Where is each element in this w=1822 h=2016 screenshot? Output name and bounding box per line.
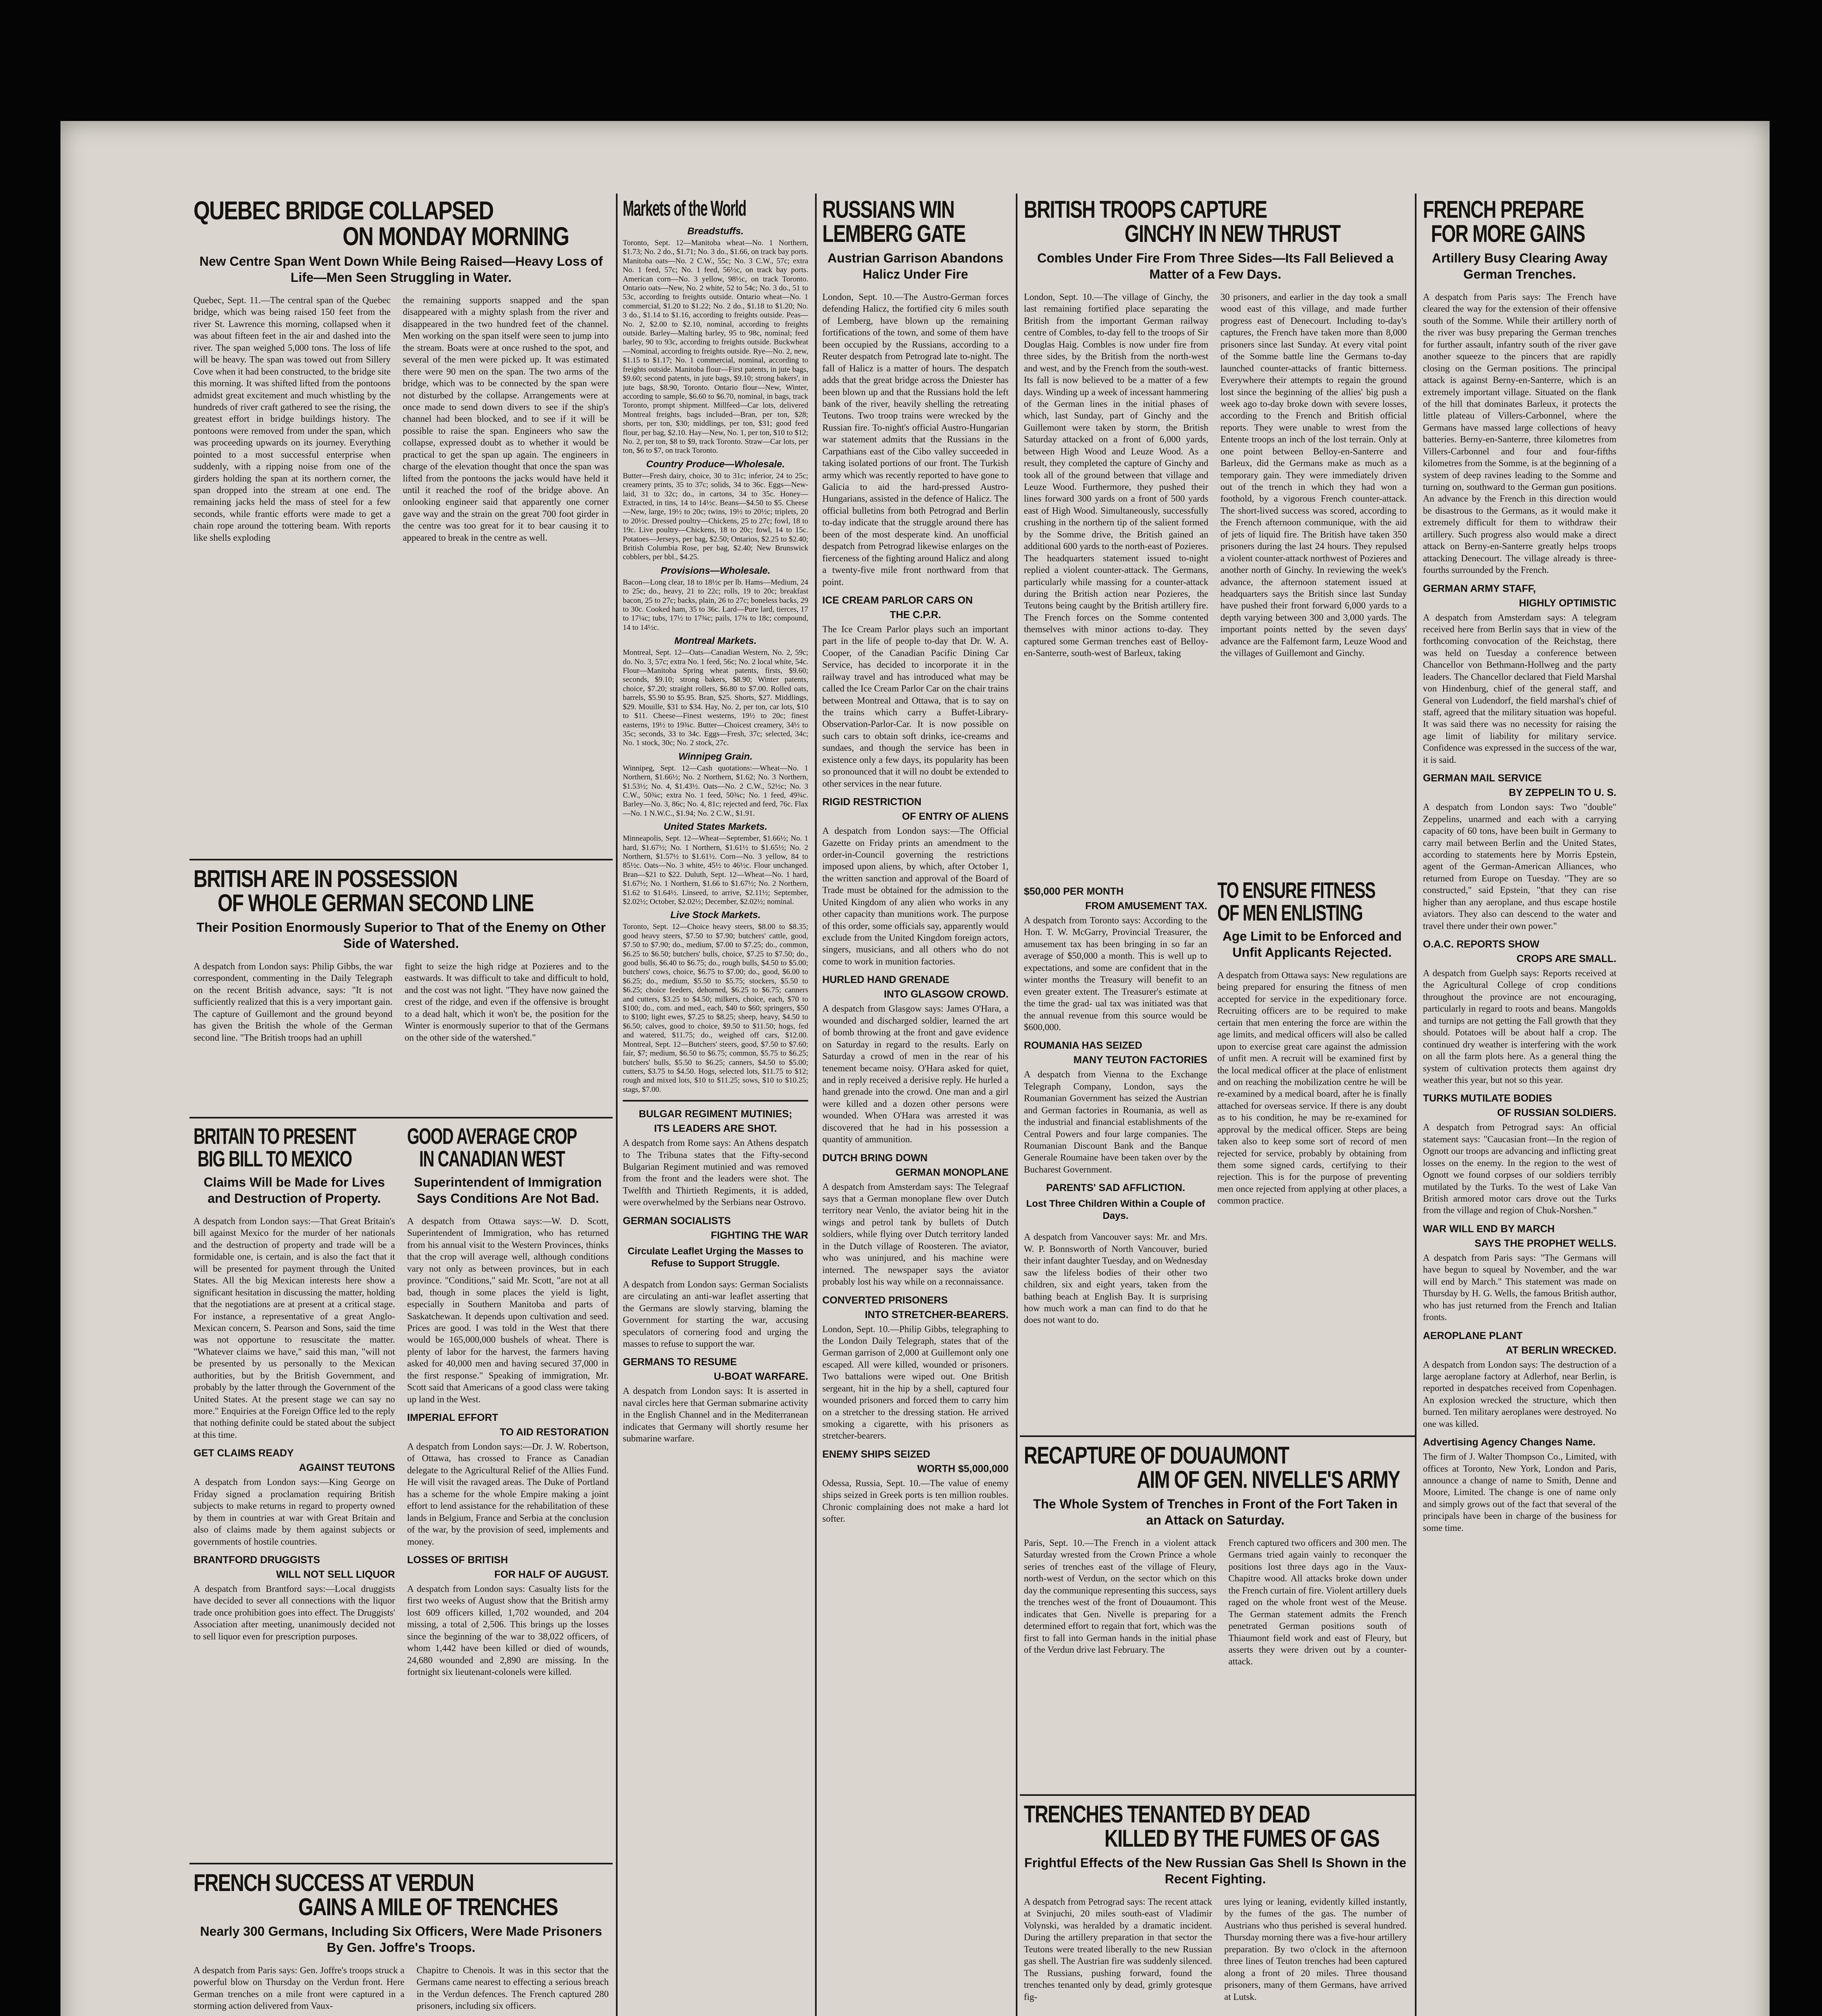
- headline: ITS LEADERS ARE SHOT.: [654, 1123, 777, 1135]
- subhead: Combles Under Fire From Three Sides—Its Fall Believed a Matter of a Few Days.: [1037, 251, 1394, 281]
- article-body: French captured two officers and 300 men. The Germans tried again vainly to reconquer the positions lost three days ago in the Vaux-Chapitre wood. All attacks broke down under the French curtain of fire. Violent artillery duels raged on the whole front west of the Meuse. The German statement admits the French penetrated German positions south of Thiaumont field work and east of Fleury, but asserts they were driven out by a counter-attack.: [1228, 1538, 1407, 1667]
- headline: Advertising Agency Changes Name.: [1423, 1437, 1596, 1448]
- headline: AIM OF GEN. NIVELLE'S ARMY: [1137, 1466, 1400, 1493]
- article-body: A despatch from Paris says: Gen. Joffre's troops struck a powerful blow on Thursday on the Verdun front. Here German trenches on a mile front were captured in a storming action delivered from Vaux-: [193, 1965, 405, 2011]
- headline: GERMAN SOCIALISTS: [623, 1215, 731, 1227]
- headline: LOSSES OF BRITISH: [407, 1554, 508, 1566]
- article-mexico: [193, 1125, 395, 1642]
- headline: GET CLAIMS READY: [193, 1447, 294, 1459]
- headline: IMPERIAL EFFORT: [407, 1412, 498, 1423]
- headline: Markets of the World: [623, 198, 746, 221]
- market-section-text: Butter—Fresh dairy, choice, 30 to 31c; inferior, 24 to 25c; creamery prints, 35 to 37c; solids, 34 to 36c. Eggs—New-laid, 31 to 32c; do., in cartons, 34 to 35c. Honey—Extracted, in tins, 14 to 14½c. Beans—$4.50 to $5. Cheese—New, large, 19½ to 20c; twins, 19½ to 20½c; triplets, 20 to 20½c. Dressed poultry—Chickens, 25 to 27c; fowl, 18 to 19c. Live poultry—Chickens, 18 to 20c; fowl, 14 to 15c. Potatoes—Jerseys, per bag, $2.50; Ontarios, $2.25 to $2.40; British Columbia Rose, per bag, $2.40; New Brunswick cobblers, per bbl., $4.25.: [623, 471, 808, 562]
- subhead: Claims Will be Made for Lives and Destruction of Property.: [204, 1175, 385, 1206]
- headline: BRANTFORD DRUGGISTS: [193, 1554, 320, 1566]
- headline: ENEMY SHIPS SEIZED: [822, 1448, 930, 1460]
- headline: HURLED HAND GRENADE: [822, 974, 950, 986]
- article-body: A despatch from Petrograd says: An official statement says: "Caucasian front—In the region of Ognott our troops are advancing and inflicting great losses on the enemy. In the region to the west of Ognott we found corpses of our soldiers terribly mutilated by the Turks. To the west of Lake Van British armored motor cars drove out the Turks from the village and region of Chuk-Norshen.": [1423, 1122, 1616, 1216]
- headline: IN CANADIAN WEST: [419, 1146, 565, 1171]
- article-body: London, Sept. 10.—The Austro-German forces defending Halicz, the fortified city 6 miles south of Lemberg, have blown up the remaining fortifications of the town, and some of them have been occupied by the Russians, according to a Reuter despatch from Petrograd late to-night. The fall of Halicz is a matter of hours. The despatch adds that the great bridge across the Dniester has been blown up and that the Russians hold the left bank of the river, heavily shelling the retreating Teutons. Two troop trains were wrecked by the Russian fire. To-night's official Austro-Hungarian war statement admits that the Russians in the Carpathians east of the Cibo valley succeeded in taking isolated portions of our front. The Turkish army which was recently reported to have gone to Galicia to aid the hard-pressed Austro-Hungarians, assisted in the defence of Halicz. The official bulletins from both Petrograd and Berlin to-day indicate that the struggle around there has been of the most desperate kind. An unofficial despatch from Petrograd likewise enlarges on the fierceness of the fighting around Halicz and along a twenty-five mile front northward from that point.: [822, 292, 1009, 587]
- headline: LEMBERG GATE: [822, 220, 965, 247]
- article-douaumont: [1024, 1443, 1407, 1668]
- column-rule: [1415, 194, 1416, 2016]
- headline: ROUMANIA HAS SEIZED: [1024, 1040, 1142, 1052]
- article-body: London, Sept. 10.—Philip Gibbs, telegraphing to the London Daily Telegraph, states that of the German garrison of 2,000 at Guillemont only one escaped. All were killed, wounded or prisoners. Two battalions were wiped out. One British sergeant, hit in the hip by a shell, captured four wounded prisoners and forced them to carry him on a stretcher to the dressing station. He arrived smoking a cigarette, with his prisoners as stretcher-bearers.: [822, 1324, 1009, 1441]
- article-body: A despatch from Paris says: "The Germans will have begun to squeal by November, and the war will end by March." This statement was made on Thursday by H. G. Wells, the famous British author, who has just returned from the French and Italian fronts.: [1423, 1252, 1616, 1322]
- article-body: A despatch from Brantford says:—Local druggists have decided to sever all connections with the liquor trade once prohibition goes into effect. The Druggists' Association after meeting, unanimously decided not to sell liquor even for prescription purposes.: [193, 1583, 395, 1641]
- market-section-text: Toronto, Sept. 12—Choice heavy steers, $8.00 to $8.35; good heavy steers, $7.50 to $7.90; butchers' cattle, good, $7.50 to $7.90; do., medium, $7.00 to $7.25; do., common, $6.25 to $6.50; butchers' bulls, choice, $7.25 to $7.50; do., good bulls, $6.40 to $6.75; do., rough bulls, $4.50 to $5.00; butchers' cows, choice, $6.75 to $7.00; do., good, $6.00 to $6.25; do., medium, $5.50 to $5.75; stockers, $5.50 to $6.25; choice feeders, dehorned, $6.25 to $6.75; canners and cutters, $3.25 to $4.50; milkers, choice, each, $70 to $100; do., com. and med., each, $40 to $60; springers, $50 to $100; light ewes, $7.25 to $8.25; sheep, heavy, $4.50 to $6.50; calves, good to choice, $9.50 to $11.50; hogs, fed and watered, $11.75; do., weighed off cars, $12.00. Montreal, Sept. 12—Butchers' steers, good, $7.50 to $7.60; fair, $7; medium, $6.50 to $6.75; common, $5.75 to $6.25; butchers' bulls, $5.50 to $6.25; canners, $4.50 to $5.00; cutters, $3.75 to $4.50. Hogs, selected lots, $11.75 to $12; rough and mixed lots, $10 to $11.25; sows, $10 to $10.25; stags, $7.00.: [623, 923, 808, 1094]
- russians-column: [822, 198, 1009, 1525]
- headline: GERMAN MONOPLANE: [895, 1166, 1009, 1178]
- market-section-title: Winnipeg Grain.: [678, 751, 753, 762]
- article-body: A despatch from London says: Philip Gibbs, the war correspondent, commenting in the Daily Telegraph on the recent British advance, says: "It is not sufficiently realized that this is a very important gain. The capture of Guillemont and the ground beyond has given the British the whole of the German second line. "The British troops had an uphill: [193, 961, 393, 1043]
- subhead: Circulate Leaflet Urging the Masses to Refuse to Support Struggle.: [627, 1245, 804, 1269]
- headline: INTO STRETCHER-BEARERS.: [865, 1309, 1009, 1320]
- market-section-title: Live Stock Markets.: [670, 910, 761, 921]
- headline: AGAINST TEUTONS: [299, 1462, 395, 1474]
- article-body: A despatch from Rome says: An Athens despatch to The Tribuna states that the Fifty-second Bulgarian Regiment mutinied and was removed from the front and the leaders were shot. The Twelfth and Thirtieth Regiments, it is added, were overwhelmed by the Serbians near Ostrovo.: [623, 1138, 808, 1208]
- market-section-title: Country Produce—Wholesale.: [646, 458, 785, 470]
- headline: GINCHY IN NEW THRUST: [1125, 220, 1340, 247]
- article-body: A despatch from Toronto says: According to the Hon. T. W. McGarry, Provincial Treasurer, the amusement tax has been bringing in so far an average of $50,000 a month. This is well up to expectations, and some are confident that in the winter months the Treasury will benefit to an even greater extent. The Treasurer's estimate at the time the grad- ual tax was initiated was that the annual revenue from this source would be $600,000.: [1024, 915, 1207, 1032]
- headline: FIGHTING THE WAR: [711, 1229, 808, 1241]
- market-section-text: Bacon—Long clear, 18 to 18½c per lb. Hams—Medium, 24 to 25c; do., heavy, 21 to 22c; rolls, 19 to 20c; breakfast bacon, 25 to 27c; backs, plain, 26 to 27c; boneless backs, 29 to 30c. Cooked ham, 35 to 36c. Lard—Pure lard, tierces, 17 to 17¼c; tubs, 17½ to 17¾c; pails, 17¾ to 18c; compound, 14 to 14½c.: [623, 578, 808, 632]
- article-body: 30 prisoners, and earlier in the day took a small wood east of this village, and made further progress east of Denecourt. Including to-day's captures, the French have taken more than 8,000 prisoners since last Sunday. At every vital point of the Somme battle line the Germans to-day launched counter-attacks of frantic bitterness. Everywhere their attempts to regain the ground lost since the beginning of the allies' big push a week ago to-day broke down with severe losses, according to the French and British official reports. They were unable to wrest from the Entente troops an inch of the lost terrain. Only at one point between Belloy-en-Santerre and Barleux, did the Germans make as much as a temporary gain. They were immediately driven out of the trench in which they had won a foothold, by a vigorous French counter-attack. The short-lived success was scored, according to the French afternoon communique, with the aid of jets of liquid fire. The British have taken 350 prisoners during the last 24 hours. They repulsed a violent counter-attack northwest of Pozieres and another north of Ginchy. In reviewing the week's advance, the afternoon statement issued at headquarters says the British since last Sunday have pushed their front forward 6,000 yards to a depth varying between 300 and 3,000 yards. The important points netted by the seven days' advance are the Falfemont farm, Leuze Wood and the villages of Guillemont and Ginchy.: [1220, 292, 1407, 658]
- article-body: A despatch from Petrograd says: The recent attack at Svinjuchi, 20 miles south-east of Vladimir Volynski, was heralded by a dramatic incident. During the artillery preparation in that sector the Teutons were treated liberally to the new Russian gas shell. The Austrian fire was suddenly silenced. The Russians, pushing forward, found the trenches tenanted only by dead, grimly grotesque fig-: [1024, 1897, 1213, 2002]
- headline: GERMANS TO RESUME: [623, 1356, 737, 1368]
- headline: ICE CREAM PARLOR CARS ON: [822, 594, 973, 606]
- article-body: the remaining supports snapped and the span disappeared with a mighty splash from the river and disappeared in the two hundred feet of the channel. Men working on the span itself were seen to jump into the stream. Boats were at once rushed to the spot, and several of the men were picked up. It was estimated there were 90 men on the span. The two arms of the bridge, which was to be connected by the span were not disturbed by the collapse. Arrangements were at once made to send down divers to see if the ship's channel had been blocked, and to see if it will be possible to raise the span. Engineers who saw the collapse, expressed doubt as to whether it would be practical to get the span up again. The engineers in charge of the elevation thought that once the span was lifted from the pontoons the jacks would have held it until it reached the roof of the bridge above. An onlooking engineer said that apparently one corner gave way and the strain on the great 700 foot girder in the centre was too great for it to bear causing it to appeared to break in the centre as well.: [403, 295, 609, 543]
- article-body: A despatch from London says:—Dr. J. W. Robertson, of Ottawa, has crossed to France as Canadian delegate to the Agricultural Relief of the Allies Fund. He will visit the ravaged areas. The Duke of Portland has a scheme for the whole Empire making a joint effort to lend assistance for the rehabilitation of these lands in Belgium, France and Serbia at the conclusion of the war, by the provision of seed, implements and money.: [407, 1441, 609, 1547]
- article-body: A despatch from London says: Two "double" Zeppelins, unarmed and each with a carrying capacity of 60 tons, have been built in Germany to carry mail between Berlin and the United States, according to statements here by Morris Epstein, agent of the German-American Alliances, who returned from Europe on Tuesday. "They are so constructed," said Epstein, "that they can rise higher than any aeroplane, and thus escape hostile aviators. They also can descend to the water and travel there under their own power.": [1423, 802, 1616, 931]
- headline: FROM AMUSEMENT TAX.: [1085, 900, 1207, 912]
- headline: BIG BILL TO MEXICO: [198, 1146, 352, 1171]
- headline: O.A.C. REPORTS SHOW: [1423, 939, 1539, 950]
- subhead: Artillery Busy Clearing Away German Trenches.: [1432, 251, 1608, 281]
- headline: FOR HALF OF AUGUST.: [494, 1568, 609, 1580]
- headline: FRENCH SUCCESS AT VERDUN: [193, 1871, 474, 1896]
- headline: ON MONDAY MORNING: [343, 222, 569, 251]
- article-body: A despatch from London says: German Socialists are circulating an anti-war leaflet asserting that the Germans are slowly starving, blaming the Government for starting the war, accusing speculators of cornering food and urging the masses to refuse to support the war.: [623, 1279, 808, 1349]
- column-fitness: [1217, 879, 1407, 1207]
- market-section-text: Minneapolis, Sept. 12—Wheat—September, $1.66½; No. 1 hard, $1.67½; No. 1 Northern, $1.61½ to $1.65½; No. 2 Northern, $1.57½ to $1.61½. Corn—No. 3 yellow, 84 to 85½c. Oats—No. 3 white, 45½ to 46½c. Flour unchanged. Bran—$21 to $22. Duluth, Sept. 12—Wheat—No. 1 hard, $1.67½; No. 1 Northern, $1.66 to $1.67½; No. 2 Northern, $1.62 to $1.64½. Linseed, to arrive, $2.11½; September, $2.02½; October, $2.02½; December, $2.02½; nominal.: [623, 834, 808, 906]
- newspaper-page: [60, 121, 1770, 2016]
- headline: RUSSIANS WIN: [822, 198, 955, 223]
- headline: INTO GLASGOW CROWD.: [884, 989, 1009, 1000]
- headline: QUEBEC BRIDGE COLLAPSED: [193, 198, 493, 225]
- headline: GOOD AVERAGE CROP: [407, 1125, 577, 1149]
- article-body: London, Sept. 10.—The village of Ginchy, the last remaining fortified place separating the British from the important German railway centre of Combles, to-day fell to the troops of Sir Douglas Haig. Combles is now under fire from three sides, by the British from the north-west and west, and by the French from the south-west. Its fall is now believed to be a matter of a few days. Winding up a week of incessant hammering of the German lines in the initial phases of which, last Sunday, part of Ginchy and the Guillemont were taken by storm, the British Saturday attacked on a front of 6,000 yards, between High Wood and Leuze Wood. As a result, they completed the capture of Ginchy and took all of the ground between that village and Leuze Wood. Furthermore, they pushed their lines forward 300 yards on a front of 500 yards east of High Wood. Simultaneously, successfully crushing in the northern tip of the salient formed by the Somme drive, the British gained an additional 600 yards to the north-east of Pozieres. The headquarters statement issued to-night replied a violent counter-attack. The Germans, particularly while massing for a counter-attack during the British action near Pozieres, the Teutons being caught by the British artillery fire. The French forces on the Somme contented themselves with minor actions to-day. They captured some German trenches east of Belloy-en-Santerre, south-west of Barleux, taking: [1024, 292, 1208, 658]
- subhead: Austrian Garrison Abandons Halicz Under Fire: [827, 251, 1004, 281]
- article-british-possession: [193, 867, 609, 1043]
- headline: OF MEN ENLISTING: [1217, 900, 1362, 925]
- headline: TO ENSURE FITNESS: [1217, 879, 1375, 903]
- headline: WORTH $5,000,000: [917, 1463, 1009, 1475]
- divider: [189, 1117, 613, 1118]
- right-column: [1423, 198, 1616, 1534]
- article-body: A despatch from Ottawa says:—W. D. Scott, Superintendent of Immigration, who has returned from his annual visit to the Western Provinces, thinks that the crop will average well, although conditions vary not only as between provinces, but in each province. "Conditions," said Mr. Scott, "are not at all bad, though in some places the yield is light, especially in Southern Manitoba and parts of Saskatchewan. It depends upon cultivation and seed. Prices are good. I was told in the West that there would be 165,000,000 bushels of wheat. There is plenty of labor for the harvest, the farmers having asked for 40,000 men and having secured 37,000 in the first response." Speaking of immigration, Mr. Scott said that Americans of a good class were taking up land in the West.: [407, 1216, 609, 1404]
- markets-sections: [623, 226, 808, 1094]
- headline: BRITISH ARE IN POSSESSION: [193, 867, 458, 892]
- article-body: A despatch from London says: The destruction of a large aeroplane factory at Adlerhof, near Berlin, is reported in despatches received from Copenhagen. An explosion wrecked the structure, which then burned. Ten military aeroplanes were destroyed. No one was killed.: [1423, 1359, 1616, 1429]
- headline: $50,000 PER MONTH: [1024, 886, 1124, 897]
- article-crop: [407, 1125, 609, 1678]
- headline: BRITAIN TO PRESENT: [193, 1125, 356, 1149]
- subhead: Their Position Enormously Superior to That of the Enemy on Other Side of Watershed.: [196, 920, 606, 951]
- headline: GAINS A MILE OF TRENCHES: [298, 1893, 558, 1920]
- article-verdun: [193, 1871, 609, 2012]
- headline: TURKS MUTILATE BODIES: [1423, 1093, 1552, 1104]
- market-section-text: Winnipeg, Sept. 12—Cash quotations:—Wheat—No. 1 Northern, $1.66½; No. 2 Northern, $1.62; No. 3 Northern, $1.53½; No. 4, $1.43½. Oats—No. 2 C.W., 52½c; No. 3 C.W., 50¾c; extra No. 1 feed, 50¾c; No. 1 feed, 49¾c. Barley—No. 3, 86c; No. 4, 81c; rejected and feed, 76c. Flax—No. 1 N.W.C., $1.94; No. 2 C.W., $1.91.: [623, 764, 808, 818]
- market-section-title: Provisions—Wholesale.: [660, 565, 771, 576]
- markets-column: [623, 198, 808, 1445]
- article-body: fight to seize the high ridge at Pozieres and to the eastwards. It was difficult to take and difficult to hold, and the cost was not light. "They have now gained the crest of the ridge, and even if the offensive is brought to a dead halt, which it won't be, the position for the Winter is enormously superior to that of the Germans on the other side of the watershed.": [404, 961, 609, 1043]
- article-body: The Ice Cream Parlor plays such an important part in the life of people to-day that Dr. W. A. Cooper, of the Canadian Pacific Dining Car Service, has decided to incorporate it in the railway travel and has introduced what may be called the Ice Cream Parlor Car on the chair trains between Montreal and Ottawa, that is to say on the trains which carry a Buffet-Library-Observation-Parlor-Car. It is now possible on such cars to obtain soft drinks, ice-creams and sundaes, and though the service has been in existence only a few days, its popularity has been so pronounced that it will no doubt be extended to other services in the near future.: [822, 624, 1009, 789]
- subhead: New Centre Span Went Down While Being Raised—Heavy Loss of Life—Men Seen Struggling in Water.: [199, 254, 603, 285]
- headline: THE C.P.R.: [890, 609, 941, 621]
- subhead: Lost Three Children Within a Couple of Days.: [1026, 1198, 1205, 1222]
- article-body: A despatch from Amsterdam says: The Telegraaf says that a German monoplane flew over Dutch territory near Venlo, the aviator being hit in the wings and petrol tank by bullets of Dutch soldiers, while flying over Dutch territory landed in the Dutch village of Roosteren. The aviator, who was uninjured, and his machine were interned. The newspaper says the aviator probably lost his way while on a reconnaissance.: [822, 1181, 1009, 1287]
- subhead: Age Limit to be Enforced and Unfit Applicants Rejected.: [1222, 929, 1402, 960]
- article-body: A despatch from Vienna to the Exchange Telegraph Company, London, says the Roumanian Government has seized the Austrian and German factories in Roumania, as well as the industrial and financial establishments of the Central Powers and four large companies. The Roumanian Discount Bank and the Banque Generale Roumaine have been taken over by the Bucharest Government.: [1024, 1069, 1207, 1175]
- subhead: Superintendent of Immigration Says Conditions Are Not Bad.: [414, 1175, 602, 1206]
- divider: [189, 859, 613, 860]
- headline: GERMAN ARMY STAFF,: [1423, 583, 1536, 594]
- article-body: Odessa, Russia, Sept. 10.—The value of enemy ships seized in Greek ports is ten million roubles. Chronic complaining does not make a hard lot softer.: [822, 1478, 1009, 1524]
- headline: AT BERLIN WRECKED.: [1506, 1344, 1616, 1356]
- article-body: A despatch from London says:—That Great Britain's bill against Mexico for the murder of her nationals and the destruction of property and trade will be a formidable one, is certain, and is also the fact that it will be presented for payment through the United States. All the big Mexican interests here show a significant hesitation in discussing the matter, holding that the negotiations are at present at a critical stage. For instance, a representative of a great Anglo-Mexican concern, S. Pearson and Sons, said the time was not opportune to resuscitate the matter. "Whatever claims we have," said this man, "will not be presented by us personally to the Mexican authorities, but by the British Government, and probably by the latter through the Government of the United States. At the present stage we can say no more." Enquiries at the Foreign Office led to the reply that nothing definite could be stated about the subject at this time.: [193, 1216, 395, 1440]
- article-body: The firm of J. Walter Thompson Co., Limited, with offices at Toronto, New York, London and Paris, announce a change of name to Smith, Denne and Moore, Limited. The change is one of name only and simply grows out of the fact that several of the principals have been in charge of the business for some time.: [1423, 1452, 1616, 1533]
- column-rule: [815, 194, 817, 2016]
- article-body: A despatch from Glasgow says: James O'Hara, a wounded and discharged soldier, learned the art of bomb throwing at the front and gave evidence on Saturday in regard to the results. Early on Saturday a crowd of men in the rear of his tenement became noisy. O'Hara asked for quiet, and in reply received a derisive reply. He hurled a hand grenade into the crowd. One man and a girl were killed and a dozen other persons were wounded. When O'Hara was arrested it was discovered that he had in his possession a quantity of ammunition.: [822, 1004, 1009, 1145]
- column-rule: [616, 194, 618, 2016]
- headline: TRENCHES TENANTED BY DEAD: [1024, 1802, 1310, 1828]
- column-amusement: [1024, 879, 1207, 1326]
- headline: BRITISH TROOPS CAPTURE: [1024, 198, 1267, 223]
- market-section-text: Toronto, Sept. 12—Manitoba wheat—No. 1 Northern, $1.73; No. 2 do., $1.71; No. 3 do., $1.66, on track bay ports. Manitoba oats—No. 2 C.W., 55c; No. 3 C.W., 57c; extra No. 1 feed, 57c; No. 1 feed, 56½c, on track bay ports. American corn—No. 3 yellow, 98½c, on track Toronto. Ontario oats—New, No. 2 white, 52 to 54c; No. 3 do., 51 to 53c, according to freights outside. Ontario wheat—No. 1 commercial, $1.20 to $1.22; No. 2 do., $1.18 to $1.20; No. 3 do., $1.14 to $1.16, according to freights outside. Peas—No. 2, $2.00 to $2.10, nominal, according to freights outside. Barley—Malting barley, 95 to 98c, nominal; feed barley, 90 to 93c, according to freights outside. Buckwheat—Nominal, according to freights outside. Rye—No. 2, new, $1.15 to $1.17; No. 1 commercial, nominal, according to freights outside. Manitoba flour—First patents, in jute bags, $9.60; second patents, in jute bags, $9.10; strong bakers', in jute bags, $8.90, Toronto. Ontario flour—New, Winter, according to sample, $6.60 to $6.70, nominal, in bags, track Toronto, prompt shipment. Millfeed—Car lots, delivered Montreal freights, bags included—Bran, per ton, $28; shorts, per ton, $30; middlings, per ton, $31; good feed flour, per bag, $2.10. Hay—New, No. 1, per ton, $10 to $12; No. 2, per ton, $8 to $9, track Toronto. Straw—Car lots, per ton, $6 to $7, on track Toronto.: [623, 239, 808, 455]
- subhead: Frightful Effects of the New Russian Gas Shell Is Shown in the Recent Fighting.: [1024, 1856, 1406, 1886]
- market-section-title: Montreal Markets.: [674, 635, 757, 647]
- divider: [1020, 1794, 1415, 1796]
- headline: AEROPLANE PLANT: [1423, 1330, 1523, 1341]
- article-body: Chapitre to Chenois. It was in this sector that the Germans came nearest to effecting a serious breach in the Verdun defences. The French captured 280 prisoners, including six officers.: [416, 1965, 609, 2011]
- article-body: A despatch from London says: It is asserted in naval circles here that German submarine activity in the English Channel and in the Mediterranean indicates that Germany will shortly resume her submarine warfare.: [623, 1386, 808, 1444]
- article-body: Quebec, Sept. 11.—The central span of the Quebec bridge, which was being raised 150 feet from the river St. Lawrence this morning, collapsed when it was about fifteen feet in the air and dashed into the river. The span weighed 5,000 tons. The loss of life will be heavy. The span was towed out from Sillery Cove when it had been constructed, to the bridge site this morning. It was shifted lifted from the pontoons admidst great excitement and much whistling by the hundreds of river craft gathered to see the rising, the greatest effort in bridge buildings history. The pontoons were removed from under the span, which was proceeding upwards on its journey. Everything pointed to a most successful enterprise when suddenly, with a ripping noise from one of the girders holding the span at its northern corner, the span dropped into the stream at one end. The remaining jacks held the mass of steel for a few seconds, while frantic efforts were made to get a chain rope around the tottering beam. With reports like shells exploding: [193, 295, 391, 543]
- headline: OF RUSSIAN SOLDIERS.: [1497, 1107, 1616, 1119]
- article-body: A despatch from London says:—King George on Friday signed a proclamation requiring British subjects to make returns in regard to property owned by them in countries at war with Great Britain and also of claims made by them against subjects or governments of hostile countries.: [193, 1477, 395, 1547]
- article-body: A despatch from Paris says: The French have cleared the way for the extension of their offensive south of the Somme. While their artillery north of the river was busy preparing the German trenches for further assault, infantry south of the river gave another squeeze to the pincers that are rapidly closing on the German positions. The principal attack is against Berny-en-Santerre, which is an extremely important village. Situated on the flank of the hill that dominates Barleux, it protects the little plateau of Villers-Carbonnel, where the Germans have massed large collections of heavy batteries. Berny-en-Santerre, three kilometres from Villers-Carbonnel and four and four-fifths kilometres from the Somme, is at the beginning of a system of deep ravines leading to the Somme and turning on, southward to the German gun positions. An advance by the French in this direction would be disastrous to the Germans, as it would make it extremely difficult for them to withdraw their artillery. Such progress also would make a direct attack on Berny-en-Santerre greatly helps troops attacking Denecourt. The village already is three-fourths surrounded by the French.: [1423, 292, 1616, 575]
- subhead: Nearly 300 Germans, Including Six Officers, Were Made Prisoners By Gen. Joffre's Troops.: [200, 1924, 602, 1955]
- article-body: A despatch from Ottawa says: New regulations are being prepared for ensuring the fitness of men accepted for service in the expeditionary force. Recruiting officers are to be required to make certain that men entering the force are within the age limits, and medical officers will also be called upon to exercise great care against the admission of unfit men. A recruit will be examined first by the local medical officer at the place of enlistment and on reaching the mobilization centre he will be re-examined by a medical board, after he is finally attached for overseas service. If there is any doubt as to his condition, he may be re-examined for approval by the medical officer. Steps are being taken also to keep some sort of record of men rejected for service, probably by obtaining from them some signed cards, certifying to their rejection. This is for the purpose of preventing men once rejected from applying at other places, a common practice.: [1217, 970, 1407, 1206]
- headline: CROPS ARE SMALL.: [1516, 953, 1616, 964]
- headline: U-BOAT WARFARE.: [713, 1371, 808, 1383]
- divider: [623, 1100, 808, 1102]
- headline: MANY TEUTON FACTORIES: [1073, 1054, 1207, 1066]
- article-body: A despatch from London says: Casualty lists for the first two weeks of August show that the British army lost 609 officers killed, 1,702 wounded, and 204 missing, a total of 2,506. This brings up the losses since the beginning of the war to 38,022 officers, of whom 1,442 have been killed or died of wounds, 24,680 wounded and 2,890 are missing. In the fortnight six lieutenant-colonels were killed.: [407, 1583, 609, 1677]
- article-body: ures lying or leaning, evidently killed instantly, by the fumes of the gas. The number of Austrians who thus perished is several hundred. Thursday morning there was a five-hour artillery preparation. By two o'clock in the afternoon three lines of Teuton trenches had been captured along a front of 20 miles. Three thousand prisoners, many of them Germans, have arrived at Lutsk.: [1224, 1897, 1407, 2002]
- headline: WAR WILL END BY MARCH: [1423, 1223, 1555, 1235]
- article-gas: [1024, 1802, 1407, 2003]
- divider: [189, 1863, 613, 1864]
- article-ginchy: [1024, 198, 1407, 659]
- headline: BULGAR REGIMENT MUTINIES;: [639, 1108, 792, 1120]
- headline: GERMAN MAIL SERVICE: [1423, 773, 1542, 784]
- subhead: The Whole System of Trenches in Front of the Fort Taken in an Attack on Saturday.: [1033, 1497, 1398, 1527]
- headline: RIGID RESTRICTION: [822, 796, 921, 808]
- market-section-title: United States Markets.: [663, 821, 767, 833]
- headline: WILL NOT SELL LIQUOR: [276, 1568, 395, 1580]
- article-body: A despatch from Guelph says: Reports received at the Agricultural College of crop conditions throughout the province are not encouraging, particularly in regard to roots and beans. Mangolds and turnips are not getting the Fall growth that they should. Potatoes will be about half a crop. The continued dry weather is interfering with the work on all the farm plots here. As a general thing the system of cultivation protects them against dry weather this year, but not so this year.: [1423, 968, 1616, 1085]
- market-section-title: Breadstuffs.: [687, 226, 744, 237]
- article-quebec: [193, 198, 609, 544]
- article-body: A despatch from Vancouver says: Mr. and Mrs. W. P. Bonnsworth of North Vancouver, buried their infant daughter Tuesday, and on Wednesday saw the lifeless bodies of their other two children, six and eight years, taken from the bathing beach at English Bay. It is surprising how much work a man can find to do that he does not want to do.: [1024, 1232, 1207, 1325]
- headline: OF WHOLE GERMAN SECOND LINE: [218, 889, 534, 916]
- article-body: A despatch from Amsterdam says: A telegram received here from Berlin says that in view of the forthcoming convocation of the Reichstag, there was held on Tuesday a conference between Chancellor von Bethmann-Hollweg and the party leaders. The Chancellor declared that Field Marshal von Hindenburg, chief of the general staff, and General von Ludendorf, the field marshal's chief of staff, agreed that the military situation was hopeful. It was said there was no necessity for raising the age limit of liability for military service. Confidence was expressed in the success of the war, it is said.: [1423, 612, 1616, 765]
- headline: PARENTS' SAD AFFLICTION.: [1046, 1182, 1185, 1194]
- divider: [1020, 1435, 1415, 1437]
- article-body: A despatch from London says:—The Official Gazette on Friday prints an amendment to the order-in-Council governing the restrictions imposed upon aliens, by which, after October 1, the written sanction and approval of the Board of Trade must be obtained for the admission to the United Kingdom of any alien who works in any other capacity than munitions work. The purpose of this order, some officials say, apparently would exclude from the United Kingdom foreign actors, singers, musicians, and all others who do not come to work in munition factories.: [822, 826, 1009, 966]
- headline: HIGHLY OPTIMISTIC: [1519, 597, 1616, 609]
- headline: SAYS THE PROPHET WELLS.: [1475, 1237, 1616, 1249]
- headline: FRENCH PREPARE: [1423, 198, 1584, 223]
- headline: TO AID RESTORATION: [500, 1427, 609, 1438]
- column-rule: [1016, 194, 1017, 2016]
- headline: FOR MORE GAINS: [1431, 220, 1585, 247]
- headline: RECAPTURE OF DOUAUMONT: [1024, 1443, 1289, 1469]
- article-body: Paris, Sept. 10.—The French in a violent attack Saturday wrested from the Crown Prince a whole series of trenches east of the village of Fleury, north-west of Verdun, on the sector which on this day the communique representing this success, says the trenches west of the front of Douaumont. This indicates that Gen. Nivelle is preparing for a determined effort to regain that fort, which was the first to fall into German hands in the initial phase of the Verdun drive last February. The: [1024, 1538, 1217, 1655]
- headline: BY ZEPPELIN TO U. S.: [1508, 787, 1616, 799]
- market-section-text: Montreal, Sept. 12—Oats—Canadian Western, No. 2, 59c; do. No. 3, 57c; extra No. 1 feed, 56c; No. 2 local white, 54c. Flour—Manitoba Spring wheat patents, firsts, $9.60; seconds, $9.10; strong bakers, $8.90; Winter patents, choice, $7.20; straight rollers, $6.80 to $7.00. Rolled oats, barrels, $5.90 to $5.95. Bran, $25. Shorts, $27. Middlings, $29. Mouille, $31 to $34. Hay, No. 2, per ton, car lots, $10 to $11. Cheese—Finest westerns, 19½ to 20c; finest easterns, 19½ to 19¾c. Butter—Choicest creamery, 34½ to 35c; seconds, 33 to 34c. Eggs—Fresh, 37c; selected, 34c; No. 1 stock, 30c; No. 2 stock, 27c.: [623, 648, 808, 748]
- headline: KILLED BY THE FUMES OF GAS: [1104, 1825, 1379, 1852]
- headline: DUTCH BRING DOWN: [822, 1152, 928, 1164]
- headline: OF ENTRY OF ALIENS: [902, 811, 1009, 823]
- headline: CONVERTED PRISONERS: [822, 1294, 948, 1306]
